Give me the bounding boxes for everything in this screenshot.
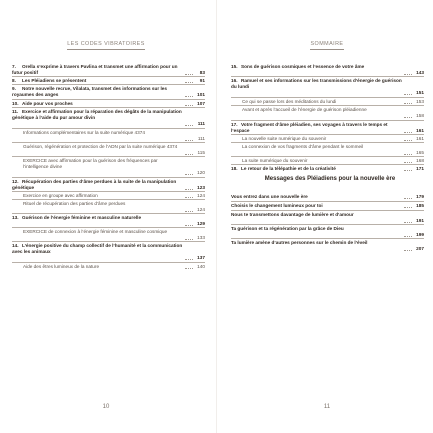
page-number: 115 bbox=[197, 150, 205, 156]
entry-title bbox=[23, 130, 184, 136]
entry-separator bbox=[12, 199, 205, 200]
section-heading: Messages des Pléiadiens pour la nouvelle ère bbox=[264, 176, 396, 182]
entry-title-text: La suite numérique du souvenir bbox=[242, 158, 308, 163]
entry-title-text: Ta guérison et ta régénération par la grâce de Dieu bbox=[231, 226, 344, 231]
entry-title bbox=[23, 158, 184, 170]
entry-title bbox=[231, 203, 403, 209]
entry-title-text: Exercice en groupe avec affirmation bbox=[23, 193, 98, 198]
entry-title-text: Rituel de récupération des parties d’âme perdues bbox=[23, 201, 126, 206]
toc-subentry bbox=[12, 144, 210, 156]
entry-number: 7. bbox=[12, 64, 16, 69]
entry-number: 9. bbox=[12, 86, 16, 91]
entry-separator bbox=[231, 164, 424, 165]
entry-separator bbox=[12, 262, 205, 263]
entry-title-text: Orella s’exprime à travers Pavlina et transmet une affirmation pour un futur positif bbox=[12, 64, 178, 76]
folio-left: 10 bbox=[102, 404, 110, 410]
dot-leader bbox=[185, 96, 193, 97]
toc-subentry bbox=[12, 201, 210, 213]
dot-leader bbox=[185, 259, 193, 260]
toc-chapter-entry bbox=[231, 166, 429, 172]
dot-leader bbox=[404, 140, 412, 141]
entry-separator bbox=[12, 156, 205, 157]
entry-title-text: Avant et après l’accueil de l’énergie de guérison pléiadienne bbox=[242, 107, 367, 112]
toc-chapter-entry bbox=[231, 78, 429, 96]
toc-chapter-entry bbox=[12, 109, 210, 127]
toc-chapter-entry bbox=[12, 243, 210, 261]
entry-separator bbox=[12, 142, 205, 143]
entry-separator bbox=[231, 134, 424, 135]
entry-title-text: Les Pléiadiens se présentent bbox=[22, 78, 87, 83]
entry-separator bbox=[12, 227, 205, 228]
page-number: 83 bbox=[199, 70, 205, 76]
toc-chapter-entry bbox=[12, 179, 210, 191]
page-number: 140 bbox=[197, 264, 205, 269]
entry-title bbox=[231, 78, 403, 90]
dot-leader bbox=[185, 197, 193, 198]
entry-title bbox=[12, 109, 184, 121]
left-page bbox=[0, 0, 212, 433]
entry-title bbox=[231, 226, 403, 232]
entry-title bbox=[231, 64, 403, 70]
dot-leader bbox=[185, 268, 193, 269]
dot-leader bbox=[404, 250, 412, 251]
entry-separator bbox=[12, 84, 205, 85]
toc-chapter-entry bbox=[12, 64, 210, 76]
entry-title bbox=[23, 201, 184, 207]
dot-leader bbox=[404, 117, 412, 118]
entry-title-text: Aide pour vos proches bbox=[22, 101, 73, 106]
entry-separator bbox=[12, 99, 205, 100]
page-number: 153 bbox=[416, 99, 424, 104]
entry-title bbox=[242, 144, 403, 150]
entry-title-text: L’énergie positive du champ collectif de l’humanité et la communication avec les animaux bbox=[12, 243, 183, 255]
dot-leader bbox=[185, 125, 193, 126]
page-number: 185 bbox=[416, 203, 424, 208]
entry-separator bbox=[12, 76, 205, 77]
toc-chapter-entry bbox=[231, 240, 429, 252]
toc-subentry bbox=[12, 229, 210, 241]
entry-separator bbox=[12, 213, 205, 214]
entry-title-text: Choisis le changement lumineux pour toi bbox=[231, 203, 323, 208]
toc-chapter-entry bbox=[12, 215, 210, 227]
page-number: 123 bbox=[197, 185, 205, 191]
entry-separator bbox=[12, 128, 205, 129]
entry-separator bbox=[231, 201, 424, 202]
entry-number: 15. bbox=[231, 64, 238, 69]
running-head-rule bbox=[310, 49, 344, 50]
entry-title bbox=[12, 64, 184, 76]
page-number: 151 bbox=[416, 90, 424, 96]
toc-chapter-entry bbox=[231, 122, 429, 134]
page-number: 111 bbox=[197, 136, 205, 142]
page-number: 124 bbox=[197, 207, 205, 213]
entry-title-text: Ta lumière amène d’autres personnes sur le chemin de l’éveil bbox=[231, 240, 368, 245]
entry-title-text: Sons de guérison cosmiques et l’essence de votre âme bbox=[241, 64, 365, 69]
dot-leader bbox=[404, 170, 412, 171]
entry-separator bbox=[231, 156, 424, 157]
running-head-left bbox=[0, 41, 212, 47]
page-number: 171 bbox=[416, 166, 424, 171]
page-number: 158 bbox=[416, 113, 424, 119]
toc-subentry bbox=[12, 264, 210, 270]
running-head-text: LES CODES VIBRATOIRES bbox=[67, 41, 145, 47]
dot-leader bbox=[404, 198, 412, 199]
entry-separator bbox=[231, 224, 424, 225]
entry-title bbox=[12, 215, 184, 221]
page-number: 161 bbox=[416, 128, 424, 134]
page-number: 161 bbox=[416, 136, 424, 141]
page-number: 124 bbox=[197, 193, 205, 198]
entry-title-text: Ramuel et ses informations sur les transmissions d’énergie de guérison du lundi bbox=[231, 78, 402, 90]
toc-subentry bbox=[231, 107, 429, 119]
page-number: 120 bbox=[197, 170, 205, 176]
entry-separator bbox=[231, 238, 424, 239]
entry-separator bbox=[231, 210, 424, 211]
page-number: 91 bbox=[199, 78, 205, 83]
toc-chapter-entry bbox=[12, 86, 210, 98]
entry-title bbox=[231, 212, 403, 218]
toc-chapter-entry bbox=[231, 64, 429, 76]
right-page bbox=[221, 0, 433, 433]
page-number: 137 bbox=[197, 255, 205, 261]
entry-title bbox=[231, 122, 403, 134]
entry-number: 13. bbox=[12, 215, 19, 220]
dot-leader bbox=[185, 105, 193, 106]
toc-chapter-entry bbox=[231, 194, 429, 200]
entry-title-text: Notre nouvelle recrue, Vilalata, transmet des informations sur les royaumes des anges bbox=[12, 86, 168, 98]
entry-title bbox=[231, 240, 403, 246]
dot-leader bbox=[185, 174, 193, 175]
entry-title bbox=[231, 166, 403, 172]
entry-separator bbox=[12, 177, 205, 178]
page-number: 143 bbox=[416, 70, 424, 76]
running-head-text: SOMMAIRE bbox=[310, 41, 344, 47]
entry-separator bbox=[12, 107, 205, 108]
toc-subentry bbox=[231, 144, 429, 156]
running-head-rule bbox=[67, 49, 145, 50]
running-head-right bbox=[221, 41, 433, 47]
entry-title bbox=[242, 107, 403, 113]
dot-leader bbox=[404, 103, 412, 104]
entry-number: 17. bbox=[231, 122, 238, 127]
entry-number: 12. bbox=[12, 179, 19, 184]
page-number: 207 bbox=[416, 246, 424, 252]
folio-right: 11 bbox=[323, 404, 331, 410]
entry-number: 8. bbox=[12, 78, 16, 83]
page-number: 129 bbox=[197, 221, 205, 227]
dot-leader bbox=[404, 207, 412, 208]
entry-title-text: Guérison de l’énergie féminine et masculine naturelle bbox=[22, 215, 142, 220]
page-number: 111 bbox=[197, 121, 205, 127]
entry-title-text: Votre fragment d’âme pléiadien, ses voyages à travers le temps et l’espace bbox=[231, 122, 388, 134]
book-gutter bbox=[216, 0, 217, 433]
entry-separator bbox=[231, 97, 424, 98]
entry-title bbox=[231, 194, 403, 200]
entry-separator bbox=[231, 105, 424, 106]
page-number: 165 bbox=[416, 150, 424, 156]
entry-separator bbox=[231, 142, 424, 143]
entry-title bbox=[23, 264, 184, 270]
entry-title-text: Nous te transmettons davantage de lumière et d’amour bbox=[231, 212, 354, 217]
toc-subentry bbox=[12, 130, 210, 142]
dot-leader bbox=[404, 162, 412, 163]
page-number: 133 bbox=[197, 235, 205, 241]
entry-title bbox=[12, 179, 184, 191]
entry-title-text: Guérison, régénération et protection de l’ADN par la suite numérique 4374 bbox=[23, 144, 178, 149]
entry-title-text: Récupération des parties d’âme perdues à la suite de la manipulation génétique bbox=[12, 179, 177, 191]
entry-title-text: Informations complémentaires sur la suite numérique 4374 bbox=[23, 130, 145, 135]
entry-title-text: Ce qui se passe lors des méditations du lundi bbox=[242, 99, 337, 104]
dot-leader bbox=[404, 94, 412, 95]
entry-number: 18. bbox=[231, 166, 238, 171]
page-number: 191 bbox=[416, 218, 424, 224]
entry-title-text: Exercice et affirmation pour la réparation des dégâts de la manipulation génétique à l’aide du pur amour divin bbox=[12, 109, 182, 121]
entry-number: 10. bbox=[12, 101, 19, 106]
entry-title bbox=[23, 144, 184, 150]
page-number: 168 bbox=[416, 158, 424, 163]
entry-title bbox=[12, 86, 184, 98]
entry-title-text: La connexion de vos fragments d’âme pendant le sommeil bbox=[242, 144, 364, 149]
entry-title-text: EXERCICE avec affirmation pour la guérison des fréquences par l’intelligence divine bbox=[23, 158, 158, 170]
page-number: 101 bbox=[197, 92, 205, 98]
entry-separator bbox=[12, 241, 205, 242]
entry-title-text: La nouvelle suite numérique du souvenir bbox=[242, 136, 327, 141]
page-number: 179 bbox=[416, 194, 424, 199]
entry-number: 14. bbox=[12, 243, 19, 248]
entry-title-text: Vous entrez dans une nouvelle ère bbox=[231, 194, 308, 199]
entry-title bbox=[23, 229, 184, 235]
toc-chapter-entry bbox=[231, 212, 429, 224]
dot-leader bbox=[185, 82, 193, 83]
entry-separator bbox=[231, 120, 424, 121]
entry-title-text: Le retour de la télépathie et de la créativité bbox=[241, 166, 336, 171]
entry-title-text: EXERCICE de connexion à l’énergie féminine et masculine cosmique bbox=[23, 229, 168, 234]
entry-separator bbox=[231, 76, 424, 77]
page-number: 107 bbox=[197, 101, 205, 106]
page-number: 199 bbox=[416, 232, 424, 238]
entry-title bbox=[12, 243, 184, 255]
toc-subentry bbox=[12, 158, 210, 176]
toc-chapter-entry bbox=[231, 203, 429, 209]
entry-number: 16. bbox=[231, 78, 238, 83]
toc-chapter-entry bbox=[231, 226, 429, 238]
entry-number: 11. bbox=[12, 109, 19, 114]
entry-separator bbox=[12, 191, 205, 192]
entry-title-text: Aide des êtres lumineux de la nature bbox=[23, 264, 100, 269]
